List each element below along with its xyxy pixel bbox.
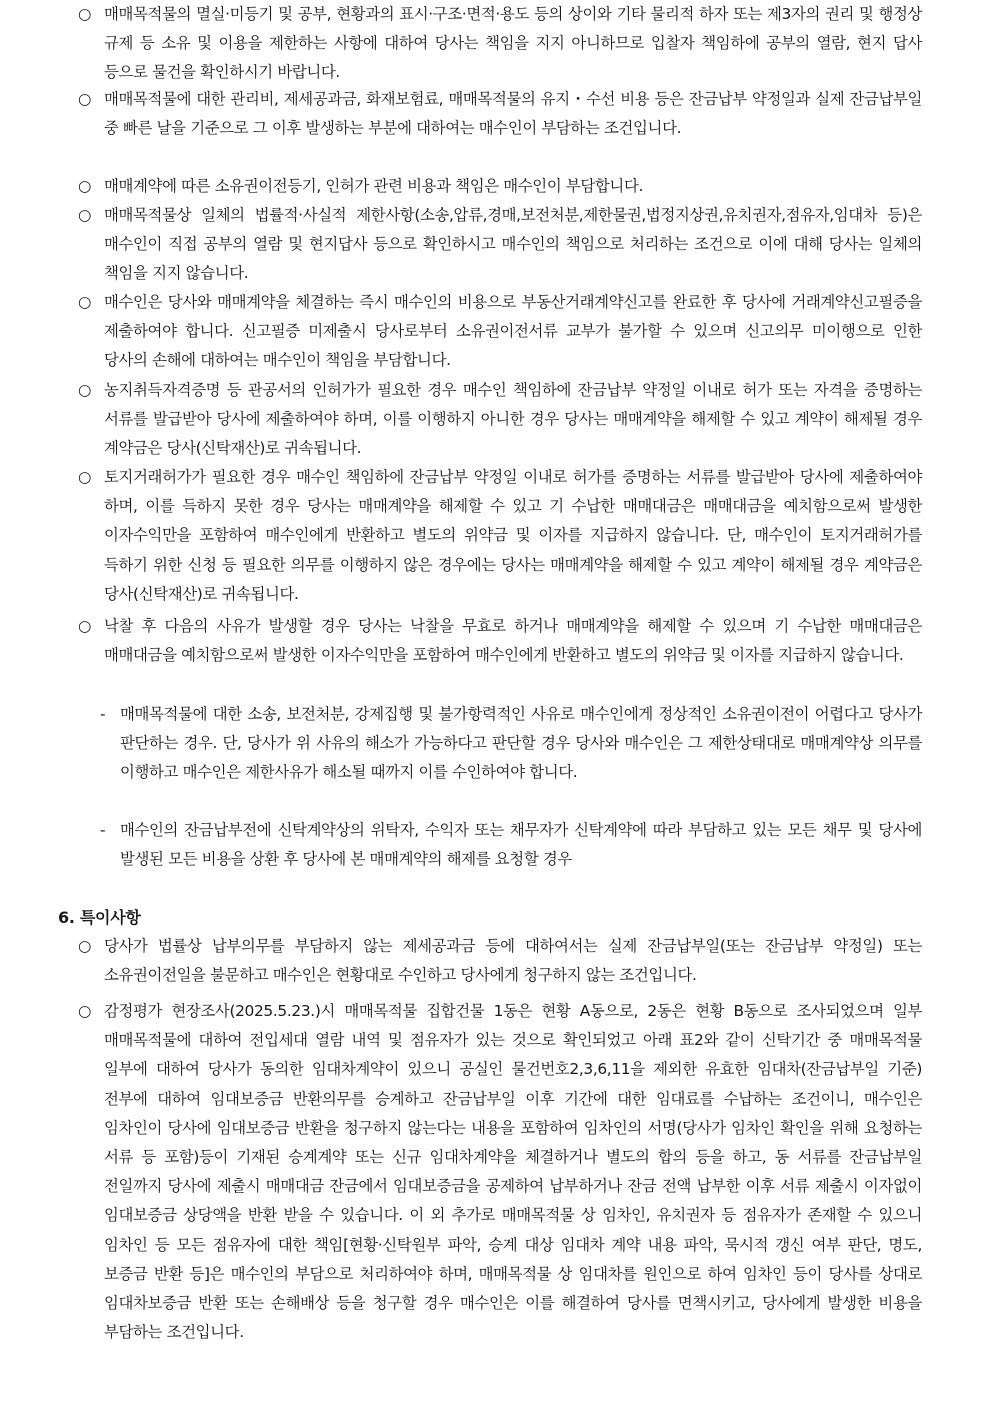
section-heading: 6. 특이사항 (58, 908, 141, 927)
sub-list-item (100, 816, 922, 874)
list-item (78, 612, 922, 670)
circle-bullet: ○ (78, 90, 92, 108)
list-item-text: 매수인은 당사와 매매계약을 체결하는 즉시 매수인의 비용으로 부동산거래계약신고를 완료한 후 당사에 거래계약신고필증을 제출하여야 합니다. 신고필증 미제출시 당사로부터 소유권이전서류 교부가 불가할 수 있으며 신고의무 미이행으로 인한 당사의 손해에 대하여는 매수인이 책임을 부담합니다. (104, 293, 922, 370)
list-item-text: 매매목적물의 멸실·미등기 및 공부, 현황과의 표시·구조·면적·용도 등의 상이와 기타 물리적 하자 또는 제3자의 권리 및 행정상 규제 등 소유 및 이용을 제한하는 사항에 대하여 당사는 책임을 지지 아니하므로 입찰자 책임하에 공부의 열람, 현지 답사 등으로 물건을 확인하시기 바랍니다. (104, 5, 922, 82)
list-item-text: 당사가 법률상 납부의무를 부담하지 않는 제세공과금 등에 대하여서는 실제 잔금납부일(또는 잔금납부 약정일) 또는 소유권이전일을 불문하고 매수인은 현황대로 수인하고 당사에게 청구하지 않는 조건입니다. (104, 937, 922, 985)
list-item (78, 201, 922, 289)
list-item-text: 매매목적물상 일체의 법률적·사실적 제한사항(소송,압류,경매,보전처분,제한물권,법정지상권,유치권자,점유자,임대차 등)은 매수인이 직접 공부의 열람 및 현지답사 등으로 확인하시고 매수인의 책임으로 처리하는 조건으로 이에 대해 당사는 일체의 책임을 지지 않습니다. (104, 206, 922, 283)
circle-bullet: ○ (78, 381, 92, 399)
list-item-text: 토지거래허가가 필요한 경우 매수인 책임하에 잔금납부 약정일 이내로 허가를 증명하는 서류를 발급받아 당사에 제출하여야 하며, 이를 득하지 못한 경우 당사는 매매계약을 해제할 수 있고 기 수납한 매매대금은 매매대금을 예치함으로써 발생한 이자수익만을 포함하여 매수인에게 반환하고 별도의 위약금 및 이자를 지급하지 않습니다. 단, 매수인이 토지거래허가를 득하기 위한 신청 등 필요한 의무를 이행하지 않은 경우에는 당사는 매매계약을 해제할 수 있고 계약이 해제될 경우 계약금은 당사(신탁재산)로 귀속됩니다. (104, 468, 922, 603)
list-item (78, 463, 922, 609)
list-item-text: 감정평가 현장조사(2025.5.23.)시 매매목적물 집합건물 1동은 현황 A동으로, 2동은 현황 B동으로 조사되었으며 일부 매매목적물에 대하여 전입세대 열람 내역 및 점유자가 있는 것으로 확인되었고 아래 표2와 같이 신탁기간 중 매매목적물 일부에 대하여 당사가 동의한 임대차계약이 있으니 공실인 물건번호2,3,6,11을 제외한 유효한 임대차(잔금납부일 기준) 전부에 대하여 임대보증금 반환의무를 승계하고 잔금납부일 이후 기간에 대한 임대료를 수납하는 조건이니, 매수인은 임차인이 당사에 임대보증금 반환을 청구하지 않는다는 내용을 포함하여 임차인의 서명(당사가 임차인 확인을 위해 요청하는 서류 등 포함)등이 기재된 승계계약 또는 신규 임대차계약을 체결하거나 별도의 합의 등을 하고, 동 서류를 잔금납부일 전일까지 당사에 제출시 매매대금 잔금에서 임대보증금을 공제하여 납부하거나 잔금 전액 납부한 이후 서류 제출시 이자없이 임대보증금 상당액을 반환 받을 수 있습니다. 이 외 추가로 매매목적물 상 임차인, 유치권자 등 점유자가 존재할 수 있으니 임차인 등 모든 점유자에 대한 책임[현황·신탁원부 파악, 승계 대상 임대차 계약 내용 파악, 묵시적 갱신 여부 판단, 명도, 보증금 반환 등]은 매수인의 부담으로 처리하여야 하며, 매매목적물 상 임대차를 원인으로 하여 임차인 등이 당사를 상대로 임대차보증금 반환 또는 손해배상 등을 청구할 경우 매수인은 이를 해결하여 당사를 면책시키고, 당사에게 발생한 비용을 부담하는 조건입니다. (104, 1002, 922, 1342)
circle-bullet: ○ (78, 177, 92, 195)
sub-list-item-text: 매수인의 잔금납부전에 신탁계약상의 위탁자, 수익자 또는 채무자가 신탁계약에 따라 부담하고 있는 모든 채무 및 당사에 발생된 모든 비용을 상환 후 당사에 본 매매계약의 해제를 요청할 경우 (120, 821, 922, 869)
circle-bullet: ○ (78, 468, 92, 486)
list-item (78, 288, 922, 376)
sub-list-item (100, 700, 922, 788)
list-item-text: 낙찰 후 다음의 사유가 발생할 경우 당사는 낙찰을 무효로 하거나 매매계약을 해제할 수 있으며 기 수납한 매매대금은 매매대금을 예치함으로써 발생한 이자수익만을 포함하여 매수인에게 반환하고 별도의 위약금 및 이자를 지급하지 않습니다. (104, 617, 922, 665)
list-item (78, 85, 922, 143)
list-item (78, 932, 922, 990)
list-item (78, 0, 922, 88)
list-item-text: 농지취득자격증명 등 관공서의 인허가가 필요한 경우 매수인 책임하에 잔금납부 약정일 이내로 허가 또는 자격을 증명하는 서류를 발급받아 당사에 제출하여야 하며, 이를 이행하지 아니한 경우 당사는 매매계약을 해제할 수 있고 계약이 해제될 경우 계약금은 당사(신탁재산)로 귀속됩니다. (104, 381, 922, 458)
dash-bullet: - (100, 705, 106, 723)
list-item (78, 172, 922, 201)
sub-list-item-text: 매매목적물에 대한 소송, 보전처분, 강제집행 및 불가항력적인 사유로 매수인에게 정상적인 소유권이전이 어렵다고 당사가 판단하는 경우. 단, 당사가 위 사유의 해소가 가능하다고 판단할 경우 당사와 매수인은 그 제한상태대로 매매계약상 의무를 이행하고 매수인은 제한사유가 해소될 때까지 이를 수인하여야 합니다. (120, 705, 922, 782)
circle-bullet: ○ (78, 617, 92, 635)
circle-bullet: ○ (78, 937, 92, 955)
circle-bullet: ○ (78, 5, 92, 23)
dash-bullet: - (100, 821, 106, 839)
list-item-text: 매매목적물에 대한 관리비, 제세공과금, 화재보험료, 매매목적물의 유지・수선 비용 등은 잔금납부 약정일과 실제 잔금납부일 중 빠른 날을 기준으로 그 이후 발생하는 부분에 대하여는 매수인이 부담하는 조건입니다. (104, 90, 922, 138)
list-item-text: 매매계약에 따른 소유권이전등기, 인허가 관련 비용과 책임은 매수인이 부담합니다. (104, 177, 644, 195)
circle-bullet: ○ (78, 206, 92, 224)
circle-bullet: ○ (78, 293, 92, 311)
list-item (78, 376, 922, 464)
circle-bullet: ○ (78, 1002, 92, 1020)
list-item (78, 997, 922, 1347)
